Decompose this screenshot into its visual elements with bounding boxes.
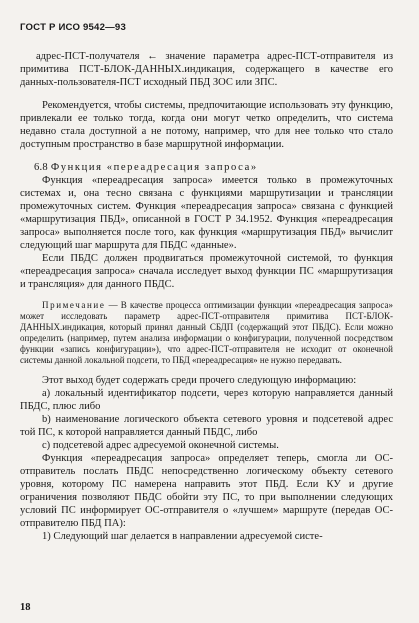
note-label: Примечание (42, 300, 106, 310)
paragraph-6: Функция «переадресация запроса» определяет теперь, смогла ли ОС-отправитель послать ПБДС непосредственно логическому объекту сетевого уровня, которому ПС намерена направить этот ПБД. Если КУ и другие ограничения позволяют ПБДС обойти эту ПС, то при выполнении следующих условий ПС информирует ОС-отправителя о «лучшем» маршруте (передав ОС-отправителю ПБД ПА): (20, 453, 393, 529)
list-item-c: c) подсетевой адрес адресуемой оконечной системы. (42, 440, 279, 451)
section-heading (20, 161, 393, 174)
paragraph-4: Если ПБДС должен продвигаться промежуточной системой, то функция «переадресация запроса» сначала исследует выход функции ПС «маршрутизация и трансляция» для данного ПБДС. (20, 253, 393, 290)
paragraph-5: Этот выход будет содержать среди прочего следующую информацию: (42, 375, 357, 386)
list-item-1: 1) Следующий шаг делается в направлении адресуемой систе- (42, 531, 323, 542)
note-text: — В качестве процесса оптимизации функции «переадресация запроса» может исследовать параметр адрес-ПСТ-отправителя примитива ПСТ-БЛОК-ДАННЫХ.индикация, который принял данный СБДП (содержащий этот ПБДС). Если можно определить (например, путем анализа информации о конфигурации, полученной посредством функции «запись конфигурации»), что адрес-ПСТ-отправителя не исходит от оконечной системы данной локальной подсети, то ПБД «переадресация» не нужно передавать. (20, 300, 393, 365)
paragraph-3: Функция «переадресация запроса» имеется только в промежуточных системах и, она тесно связана с функциями маршрутизации и трансляции промежуточных систем. Функция «переадресация запроса» связана с функцией «маршрутизация ПБД», описанной в ГОСТ Р 34.1952. Функция «переадресация запроса» выполняется после того, как функция «маршрутизация ПБД» вычислит следующий шаг маршрута для ПБДС «данные». (20, 175, 393, 251)
page-header: ГОСТ Р ИСО 9542—93 (20, 22, 126, 33)
paragraph-2: Рекомендуется, чтобы системы, предпочитающие использовать эту функцию, привлекали ее только тогда, когда они могут четко определить, что система недавно стала доступной а не потому, например, что для нее только что стало доступным пространство в базе маршрутной информации. (20, 100, 393, 150)
paragraph-1: адрес-ПСТ-получателя ← значение параметра адрес-ПСТ-отправителя из примитива ПСТ-БЛОК-ДАННЫХ.индикация, содержащего в качестве его данных-пользователя-ПСТ исходный ПБД ЗОС или ЗПС. (20, 51, 393, 88)
page-number: 18 (20, 602, 31, 613)
document-body (20, 50, 393, 543)
list-item-b: b) наименование логического объекта сетевого уровня и подсетевой адрес той ПС, к которой направляется данный ПБДС, либо (20, 414, 393, 438)
section-number: 6.8 (34, 162, 48, 173)
note-block (20, 300, 393, 366)
section-title: Функция «переадресация запроса» (50, 162, 258, 173)
list-item-a: a) локальный идентификатор подсети, через которую направляется данный ПБДС, плюс либо (20, 388, 393, 412)
